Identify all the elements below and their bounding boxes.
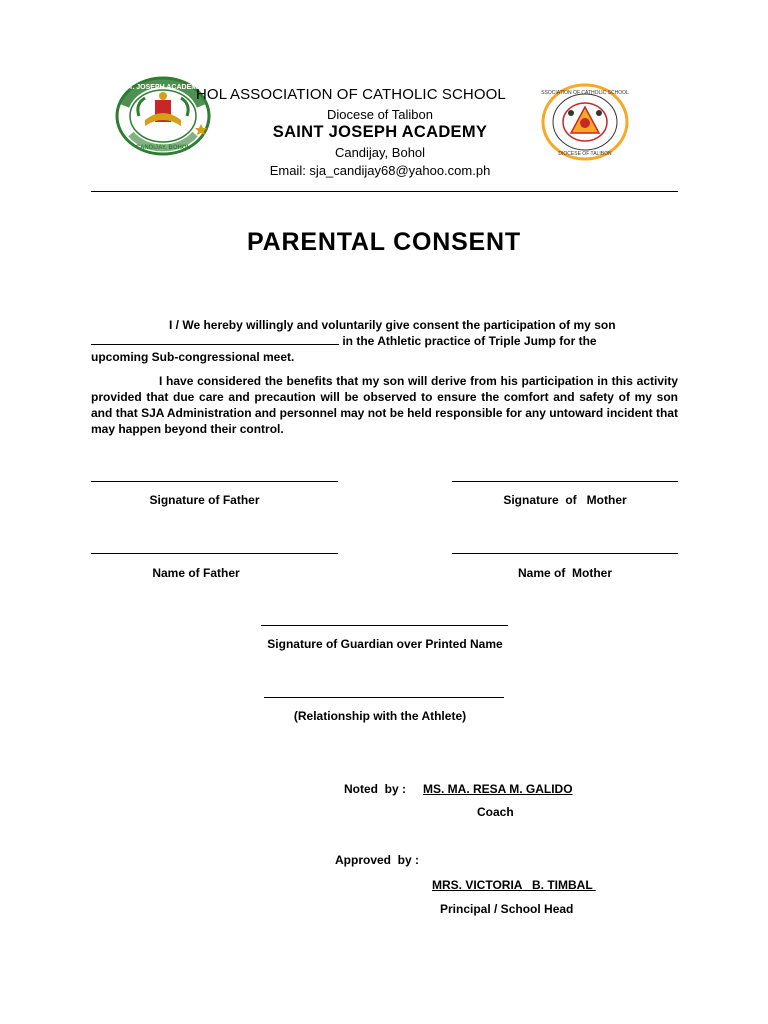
noted-by-label: Noted by : xyxy=(344,782,406,796)
association-name: HOL ASSOCIATION OF CATHOLIC SCHOOL xyxy=(196,86,506,103)
right-logo-ring-text: ASSOCIATION OF CATHOLIC SCHOOLS xyxy=(541,90,629,96)
acknowledgement-text: I have considered the benefits that my son will derive from his participation in this activity provided that due care and precaution will be observed to ensure the comfort and safety of my son and that SJA Administration and personnel may not be held responsible for any untoward incident that may happen beyond their control. xyxy=(91,374,678,436)
father-name-line[interactable] xyxy=(91,553,338,554)
noted-by-name: MS. MA. RESA M. GALIDO xyxy=(423,782,573,796)
diocese-name: Diocese of Talibon xyxy=(327,107,433,122)
header-divider xyxy=(91,191,678,192)
consent-text-start: I / We hereby willingly and voluntarily give consent the participation of my son xyxy=(169,318,616,332)
guardian-signature-label: Signature of Guardian over Printed Name xyxy=(267,637,503,651)
approved-by-name: MRS. VICTORIA B. TIMBAL xyxy=(432,878,596,892)
father-signature-label: Signature of Father xyxy=(149,493,260,507)
consent-text-mid: in the Athletic practice of Triple Jump for the xyxy=(339,334,597,348)
relationship-label: (Relationship with the Athlete) xyxy=(293,709,467,723)
page-title: PARENTAL CONSENT xyxy=(247,228,521,256)
mother-signature-label: Signature of Mother xyxy=(503,493,627,507)
acknowledgement-paragraph xyxy=(91,373,678,437)
mother-signature-line[interactable] xyxy=(452,481,678,482)
father-signature-line[interactable] xyxy=(91,481,338,482)
consent-paragraph xyxy=(91,317,678,365)
mother-name-label: Name of Mother xyxy=(517,566,612,580)
noted-by-title: Coach xyxy=(477,805,514,819)
school-address: Candijay, Bohol xyxy=(334,145,426,160)
school-name: SAINT JOSEPH ACADEMY xyxy=(272,123,488,141)
guardian-signature-line[interactable] xyxy=(261,625,508,626)
approved-by-label: Approved by : xyxy=(335,853,420,867)
consent-text-end: upcoming Sub-congressional meet. xyxy=(91,350,295,364)
mother-name-line[interactable] xyxy=(452,553,678,554)
right-logo-bottom-text: DIOCESE OF TALIBON xyxy=(558,151,612,157)
relationship-line[interactable] xyxy=(264,697,504,698)
school-email: Email: sja_candijay68@yahoo.com.ph xyxy=(269,163,491,178)
son-name-blank[interactable] xyxy=(91,334,339,345)
left-logo-bottom-text: CANDIJAY, BOHOL xyxy=(135,145,191,151)
father-name-label: Name of Father xyxy=(152,566,240,580)
approved-by-title: Principal / School Head xyxy=(440,902,574,916)
left-logo-ring-text: ST. JOSEPH ACADEMY xyxy=(124,84,202,91)
